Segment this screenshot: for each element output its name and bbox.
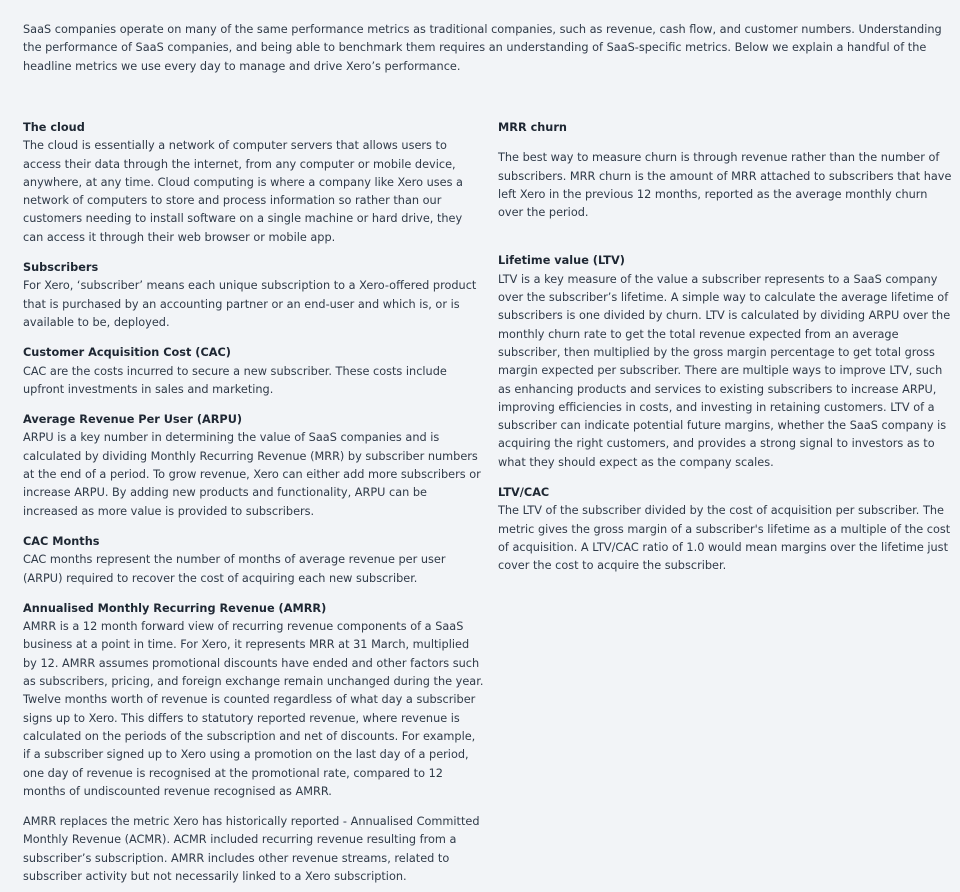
right-column <box>498 119 956 576</box>
section-title: Lifetime value (LTV) <box>498 254 625 268</box>
section-body: CAC months represent the number of months of average revenue per user (ARPU) required to recover the cost of acquiring each new subscriber. <box>23 553 446 585</box>
section-title: MRR churn <box>498 121 567 134</box>
section-body: The LTV of the subscriber divided by the cost of acquisition per subscriber. The metric gives the gross margin of a subscriber's lifetime as a multiple of the cost of acquisition. A LTV/CAC ratio of 1.0 would mean margins over the lifetime just cover the cost to acquire the subscriber. <box>498 504 951 573</box>
section-subscribers <box>23 259 485 332</box>
section-body: LTV is a key measure of the value a subscriber represents to a SaaS company over the subscriber’s lifetime. A simple way to calculate the average lifetime of subscribers is one divided by churn. LTV is calculated by dividing ARPU over the monthly churn rate to get the total revenue expected from an average subscriber, then multiplied by the gross margin percentage to get total gross margin expected per subscriber. There are multiple ways to improve LTV, such as enhancing products and services to existing subscribers to increase ARPU, improving efficiencies in costs, and investing in retaining customers. LTV of a subscriber can indicate potential future margins, whether the SaaS company is acquiring the right customers, and provides a strong signal to investors as to what they should expect as the company scales. <box>498 272 951 469</box>
section-title: CAC Months <box>23 534 100 548</box>
section-body: For Xero, ‘subscriber’ means each unique subscription to a Xero-offered product that is purchased by an accounting partner or an end-user and which is, or is available to be, deployed. <box>23 279 477 329</box>
section-title: Customer Acquisition Cost (CAC) <box>23 346 231 360</box>
section-title: LTV/CAC <box>498 486 550 500</box>
section-body: ARPU is a key number in determining the value of SaaS companies and is calculated by dividing Monthly Recurring Revenue (MRR) by subscriber numbers at the end of a period. To grow revenue, Xero can either add more subscribers or increase ARPU. By adding new products and functionality, ARPU can be increased as more value is provided to subscribers. <box>23 431 481 518</box>
section-ltv <box>498 252 956 472</box>
section-title: Subscribers <box>23 261 99 275</box>
section-body: The cloud is essentially a network of computer servers that allows users to access their data through the internet, from any computer or mobile device, anywhere, at any time. Cloud computing is where a company like Xero uses a network of computers to store and process information so rather than our customers needing to install software on a single machine or hard drive, they can access it through their web browser or mobile app. <box>23 139 463 244</box>
section-amrr <box>23 600 485 886</box>
section-body-second: AMRR replaces the metric Xero has historically reported - Annualised Committed Monthly Revenue (ACMR). ACMR included recurring revenue resulting from a subscriber’s subscription. AMRR includes other revenue streams, related to subscriber activity but not necessarily linked to a Xero subscription. <box>23 815 480 883</box>
section-body: The best way to measure churn is through revenue rather than the number of subscribers. MRR churn is the amount of MRR attached to subscribers that have left Xero in the previous 12 months, reported as the average monthly churn over the period. <box>498 151 952 220</box>
left-column <box>23 119 485 886</box>
section-mrr-churn <box>498 119 956 222</box>
section-title: Average Revenue Per User (ARPU) <box>23 413 243 427</box>
section-title: The cloud <box>23 121 85 134</box>
section-cac <box>23 344 485 399</box>
section-title: Annualised Monthly Recurring Revenue (AMRR) <box>23 601 327 615</box>
intro-paragraph: SaaS companies operate on many of the same performance metrics as traditional companies, such as revenue, cash flow, and customer numbers. Understanding the performance of SaaS companies, and being able to benchmark them requires an understanding of SaaS-specific metrics. Below we explain a handful of the headline metrics we use every day to manage and drive Xero’s performance. <box>23 23 942 73</box>
section-ltv-cac <box>498 484 956 575</box>
section-body: CAC are the costs incurred to secure a new subscriber. These costs include upfront investments in sales and marketing. <box>23 364 447 396</box>
section-cac-months <box>23 533 485 588</box>
section-the-cloud <box>23 119 485 247</box>
section-arpu <box>23 411 485 521</box>
section-body: AMRR is a 12 month forward view of recurring revenue components of a SaaS business at a point in time. For Xero, it represents MRR at 31 March, multiplied by 12. AMRR assumes promotional discounts have ended and other factors such as subscribers, pricing, and foreign exchange remain unchanged during the year. Twelve months worth of revenue is counted regardless of what day a subscriber signs up to Xero. This differs to statutory reported revenue, where revenue is calculated on the periods of the subscription and net of discounts. For example, if a subscriber signed up to Xero using a promotion on the last day of a period, one day of revenue is recognised at the promotional rate, compared to 12 months of undiscounted revenue recognised as AMRR. <box>23 620 484 798</box>
